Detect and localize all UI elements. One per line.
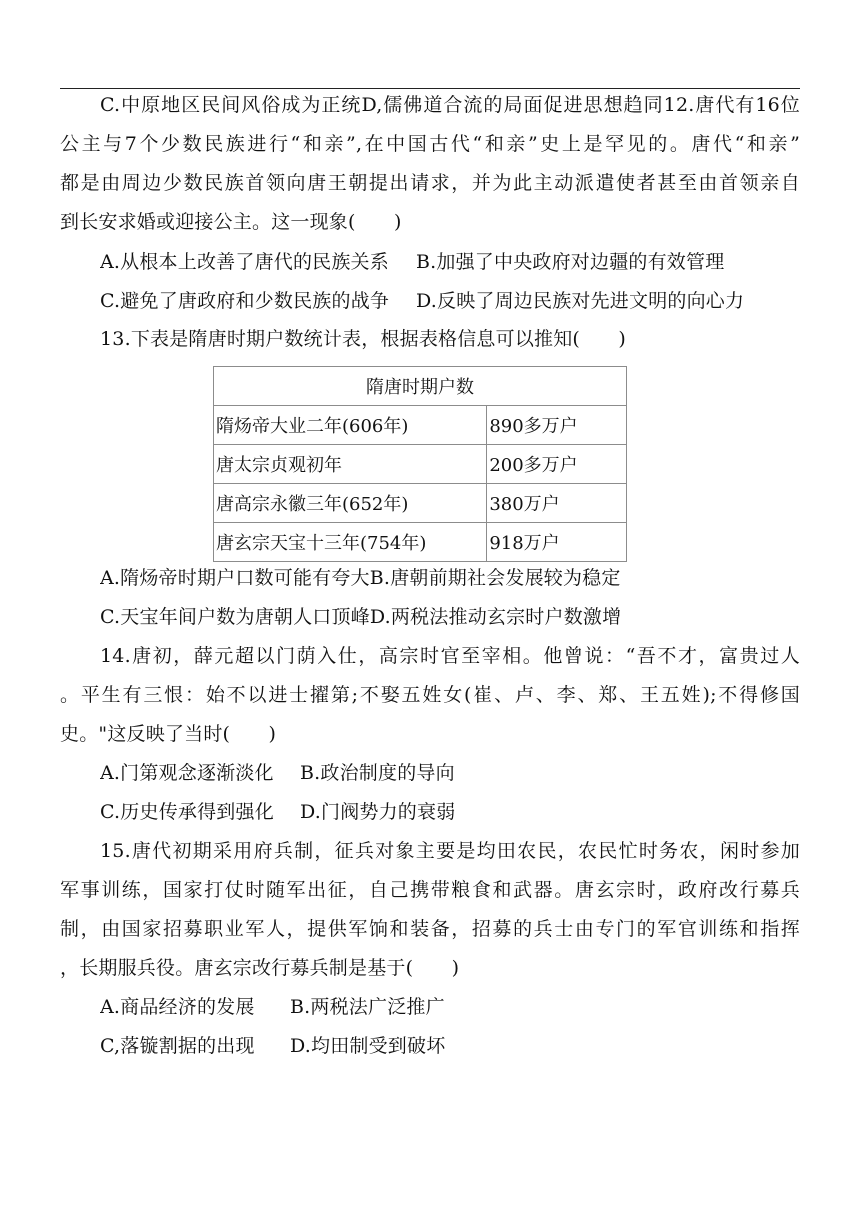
q14-option-d[interactable]: D.门阀势力的衰弱 — [300, 801, 456, 823]
q14-line-2: 。平生有三恨：始不以进士擢第;不娶五姓女(崔、卢、李、郑、王五姓);不得修国 — [60, 684, 800, 706]
table-cell-period: 唐太宗贞观初年 — [214, 445, 487, 484]
q13-options-row-1[interactable]: A.隋炀帝时期户口数可能有夸大B.唐朝前期社会发展较为稳定 — [100, 567, 621, 589]
table-row — [214, 523, 627, 562]
q14-options-row-2 — [100, 799, 800, 825]
q15-line-1: 15.唐代初期采用府兵制，征兵对象主要是均田农民，农民忙时务农，闲时参加 — [100, 840, 800, 862]
q12-option-d[interactable]: D.反映了周边民族对先进文明的向心力 — [416, 290, 745, 312]
q14-line-3: 史。"这反映了当时( ) — [60, 723, 277, 745]
table-cell-households: 200多万户 — [487, 445, 627, 484]
table-cell-households: 918万户 — [487, 523, 627, 562]
q13-stem: 13.下表是隋唐时期户数统计表，根据表格信息可以推知( ) — [100, 328, 627, 350]
q15-option-b[interactable]: B.两税法广泛推广 — [290, 996, 445, 1018]
table-row — [214, 445, 627, 484]
q15-line-3: 制，由国家招募职业军人，提供军饷和装备，招募的兵士由专门的军官训练和指挥 — [60, 918, 800, 940]
table-row — [214, 484, 627, 523]
table-cell-households: 890多万户 — [487, 406, 627, 445]
q15-options-row-2 — [100, 1033, 800, 1059]
q12-line-2: 公主与7个少数民族进行“和亲”,在中国古代“和亲”史上是罕见的。唐代“和亲” — [60, 133, 800, 155]
q15-option-c[interactable]: C,落镟割据的出现 — [100, 1035, 255, 1057]
table-title: 隋唐时期户数 — [214, 367, 627, 406]
q12-option-a[interactable]: A.从根本上改善了唐代的民族关系 — [100, 251, 389, 273]
q12-line-3: 都是由周边少数民族首领向唐王朝提出请求，并为此主动派遣使者甚至由首领亲自 — [60, 172, 800, 194]
q15-option-d[interactable]: D.均田制受到破坏 — [290, 1035, 446, 1057]
table-title-row — [214, 367, 627, 406]
q12-line-4: 到长安求婚或迎接公主。这一现象( ) — [60, 211, 402, 233]
table-cell-period: 唐高宗永徽三年(652年) — [214, 484, 487, 523]
q12-option-b[interactable]: B.加强了中央政府对边疆的有效管理 — [416, 251, 725, 273]
q13-options-row-2[interactable]: C.天宝年间户数为唐朝人口顶峰D.两税法推动玄宗时户数激增 — [100, 606, 622, 628]
q14-option-c[interactable]: C.历史传承得到强化 — [100, 801, 274, 823]
table-cell-households: 380万户 — [487, 484, 627, 523]
table-row — [214, 406, 627, 445]
household-table — [213, 366, 627, 562]
q12-options-row-1 — [100, 249, 800, 275]
q12-options-row-2 — [100, 288, 800, 314]
q12-line-1: C.中原地区民间风俗成为正统D,儒佛道合流的局面促进思想趋同12.唐代有16位 — [100, 94, 800, 116]
table-cell-period: 隋炀帝大业二年(606年) — [214, 406, 487, 445]
q12-option-c[interactable]: C.避免了唐政府和少数民族的战争 — [100, 290, 390, 312]
q15-options-row-1 — [100, 994, 800, 1020]
q15-line-2: 军事训练，国家打仗时随军出征，自己携带粮食和武器。唐玄宗时，政府改行募兵 — [60, 879, 800, 901]
q14-line-1: 14.唐初，薛元超以门荫入仕，高宗时官至宰相。他曾说：“吾不才，富贵过人 — [100, 645, 800, 667]
q15-option-a[interactable]: A.商品经济的发展 — [100, 996, 255, 1018]
q15-line-4: ，长期服兵役。唐玄宗改行募兵制是基于( ) — [60, 957, 460, 979]
q14-option-b[interactable]: B.政治制度的导向 — [300, 762, 455, 784]
table-cell-period: 唐玄宗天宝十三年(754年) — [214, 523, 487, 562]
header-rule — [60, 88, 800, 89]
q14-options-row-1 — [100, 760, 800, 786]
q14-option-a[interactable]: A.门第观念逐渐淡化 — [100, 762, 274, 784]
